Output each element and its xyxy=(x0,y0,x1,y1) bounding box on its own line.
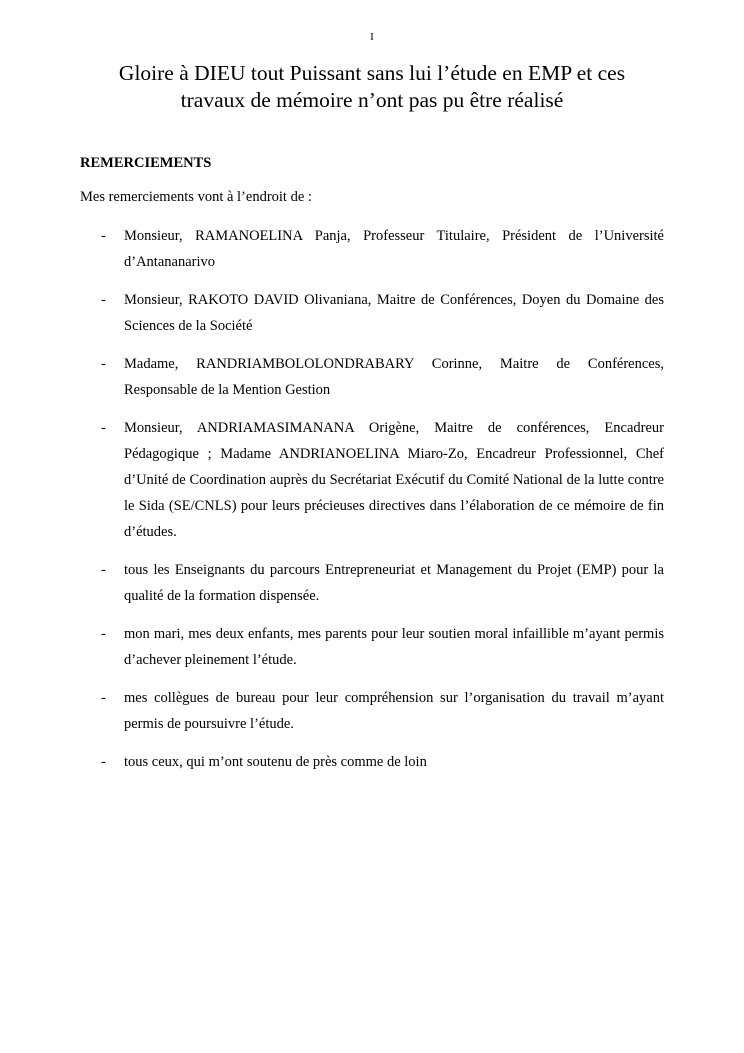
list-item xyxy=(80,557,664,609)
list-item-text: Monsieur, ANDRIAMASIMANANA Origène, Maitre de conférences, Encadreur Pédagogique ; Madame ANDRIANOELINA Miaro-Zo, Encadreur Professionnel, Chef d’Unité de Coordination auprès du Secrétariat Exécutif du Comité National de la lutte contre le Sida (SE/CNLS) pour leurs précieuses directives dans l’élaboration de ce mémoire de fin d’études. xyxy=(124,420,664,540)
bullet-dash: - xyxy=(101,626,106,642)
list-item-text: Madame, RANDRIAMBOLOLONDRABARY Corinne, Maitre de Conférences, Responsable de la Mention Gestion xyxy=(124,356,664,398)
intro-text: Mes remerciements vont à l’endroit de : xyxy=(80,189,312,205)
list-item xyxy=(80,351,664,403)
page-number: I xyxy=(370,31,374,43)
bullet-dash: - xyxy=(101,228,106,244)
list-item xyxy=(80,685,664,737)
list-item-text: mon mari, mes deux enfants, mes parents pour leur soutien moral infaillible m’ayant permis d’achever pleinement l’étude. xyxy=(124,626,664,668)
dedication-line-2: travaux de mémoire n’ont pas pu être réalisé xyxy=(180,88,564,112)
list-item xyxy=(80,749,664,775)
list-item xyxy=(80,287,664,339)
bullet-dash: - xyxy=(101,690,106,706)
bullet-dash: - xyxy=(101,754,106,770)
bullet-dash: - xyxy=(101,420,106,436)
list-item-text: tous les Enseignants du parcours Entrepreneuriat et Management du Projet (EMP) pour la qualité de la formation dispensée. xyxy=(124,562,664,604)
dedication-line-1: Gloire à DIEU tout Puissant sans lui l’étude en EMP et ces xyxy=(118,61,626,85)
list-item-text: Monsieur, RAKOTO DAVID Olivaniana, Maitre de Conférences, Doyen du Domaine des Sciences de la Société xyxy=(124,292,664,334)
dedication-title xyxy=(80,60,664,114)
list-item-text: Monsieur, RAMANOELINA Panja, Professeur Titulaire, Président de l’Université d’Antananarivo xyxy=(124,228,664,270)
list-item xyxy=(80,415,664,545)
list-item xyxy=(80,621,664,673)
bullet-dash: - xyxy=(101,356,106,372)
section-heading: REMERCIEMENTS xyxy=(80,155,212,171)
list-item xyxy=(80,223,664,275)
acknowledgement-list xyxy=(80,223,664,787)
list-item-text: mes collègues de bureau pour leur compréhension sur l’organisation du travail m’ayant permis de poursuivre l’étude. xyxy=(124,690,664,732)
bullet-dash: - xyxy=(101,562,106,578)
list-item-text: tous ceux, qui m’ont soutenu de près comme de loin xyxy=(124,754,427,770)
bullet-dash: - xyxy=(101,292,106,308)
